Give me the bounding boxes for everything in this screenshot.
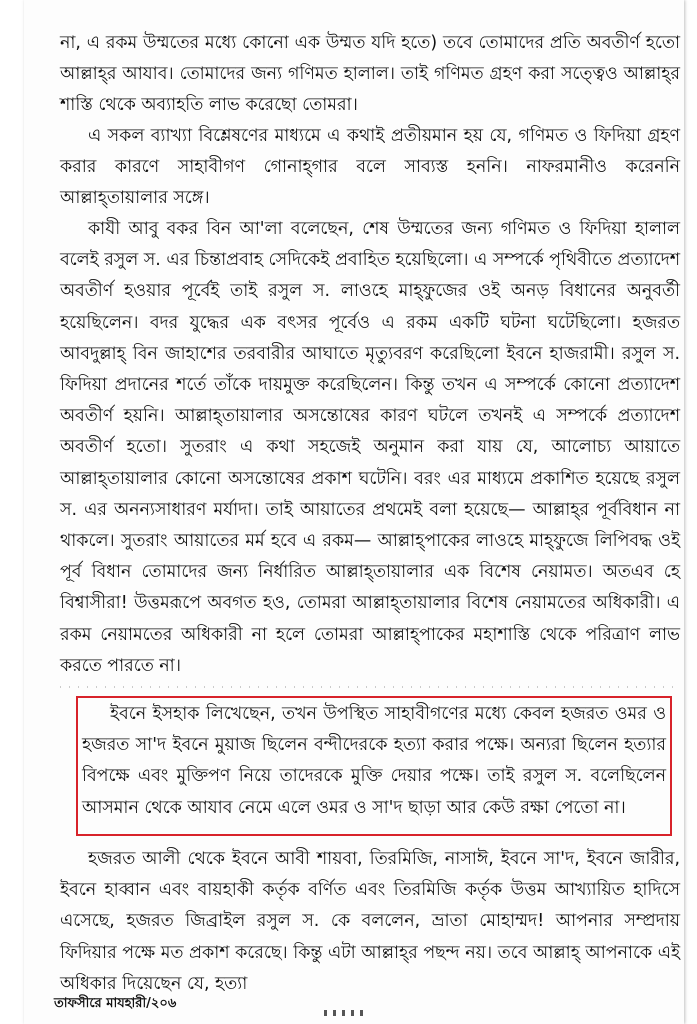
paragraph-2: এ সকল ব্যাখ্যা বিশ্লেষণের মাধ্যমে এ কথাই প্রতীয়মান হয় যে, গণিমত ও ফিদিয়া গ্রহণ করার কারণে সাহাবীগণ গোনাহ্‌গার বলে সাব্যস্ত হননি। নাফরমানীও করেননি আল্লাহ্‌তায়ালার সঙ্গে। <box>60 126 680 209</box>
paragraph-3: কাযী আবু বকর বিন আ'লা বলেছেন, শেষ উম্মতের জন্য গণিমত ও ফিদিয়া হালাল বলেই রসুল স. এর চিন্তাপ্রবাহ সেদিকেই প্রবাহিত হয়েছিলো। এ সম্পর্কে পৃথিবীতে প্রত্যাদেশ অবতীর্ণ হওয়ার পূর্বেই তাই রসুল স. লাওহে মাহ্‌ফুজের ওই অনড় বিধানের অনুবর্তী হয়েছিলেন। বদর যুদ্ধের এক বৎসর পূর্বেও এ রকম একটি ঘটনা ঘটেছিলো। হজরত আবদুল্লাহ্‌ বিন জাহাশের তরবারীর আঘাতে মৃত্যুবরণ করেছিলো ইবনে হাজরামী। রসুল স. ফিদিয়া প্রদানের শর্তে তাঁকে দায়মুক্ত করেছিলেন। কিন্তু তখন এ সম্পর্কে কোনো প্রত্যাদেশ অবতীর্ণ হয়নি। আল্লাহ্‌তায়ালার অসন্তোষের কারণ ঘটলে তখনই এ সম্পর্কে প্রত্যাদেশ অবতীর্ণ হতো। সুতরাং এ কথা সহজেই অনুমান করা যায় যে, আলোচ্য আয়াতে আল্লাহ্‌তায়ালার কোনো অসন্তোষের প্রকাশ ঘটেনি। বরং এর মাধ্যমে প্রকাশিত হয়েছে রসুল স. এর অনন্যসাধারণ মর্যাদা। তাই আয়াতের প্রথমেই বলা হয়েছে— আল্লাহ্‌র পূর্ববিধান না থাকলে। সুতরাং আয়াতের মর্ম হবে এ রকম— আল্লাহ্‌পাকের লাওহে মাহ্‌ফুজে লিপিবদ্ধ ওই পূর্ব বিধান তোমাদের জন্য নির্ধারিত আল্লাহ্‌তায়ালার এক বিশেষ নেয়ামত। অতএব হে বিশ্বাসীরা! উত্তমরূপে অবগত হও, তোমরা আল্লাহ্‌তায়ালার বিশেষ নেয়ামতের অধিকারী। এ রকম নেয়ামতের অধিকারী না হলে তোমরা আল্লাহ্‌পাকের মহাশাস্তি থেকে পরিত্রাণ লাভ করতে পারতে না। <box>60 219 680 676</box>
scan-dots <box>324 1010 364 1016</box>
paragraph-5: হজরত আলী থেকে ইবনে আবী শায়বা, তিরমিজি, নাসাঈ, ইবনে সা'দ, ইবনে জারীর, ইবনে হাব্বান এবং বায়হাকী কর্তৃক বর্ণিত এবং তিরমিজি কর্তৃক উত্তম আখ্যায়িত হাদিসে এসেছে, হজরত জিব্রাইল রসুল স. কে বললেন, ভ্রাতা মোহাম্মদ! আপনার সম্প্রদায় ফিদিয়ার পক্ষে মত প্রকাশ করেছে। কিন্তু এটা আল্লাহ্‌র পছন্দ নয়। তবে আল্লাহ্‌ আপনাকে এই অধিকার দিয়েছেন যে, হত্যা <box>60 849 680 994</box>
page-footer: তাফসীরে মাযহারী/২০৬ <box>54 996 177 1011</box>
paragraph-1: না, এ রকম উম্মতের মধ্যে কোনো এক উম্মত যদি হতে) তবে তোমাদের প্রতি অবতীর্ণ হতো আল্লাহ্‌র আযাব। তোমাদের জন্য গণিমত হালাল। তাই গণিমত গ্রহণ করা সত্ত্বেও আল্লাহ্‌র শাস্তি থেকে অব্যাহতি লাভ করেছো তোমরা। <box>60 33 680 116</box>
highlighted-paragraph: ইবনে ইসহাক লিখেছেন, তখন উপস্থিত সাহাবীগণের মধ্যে কেবল হজরত ওমর ও হজরত সা'দ ইবনে মুয়াজ ছিলেন বন্দীদেরকে হত্যা করার পক্ষে। অন্যরা ছিলেন হত্যার বিপক্ষে এবং মুক্তিপণ নিয়ে তাদেরকে মুক্তি দেয়ার পক্ষে। তাই রসুল স. বলেছিলেন আসমান থেকে আযাব নেমে এলে ওমর ও সা'দ ছাড়া আর কেউ রক্ষা পেতো না। <box>82 704 666 818</box>
scan-artifact-divider <box>60 686 680 688</box>
document-page <box>24 0 684 1024</box>
